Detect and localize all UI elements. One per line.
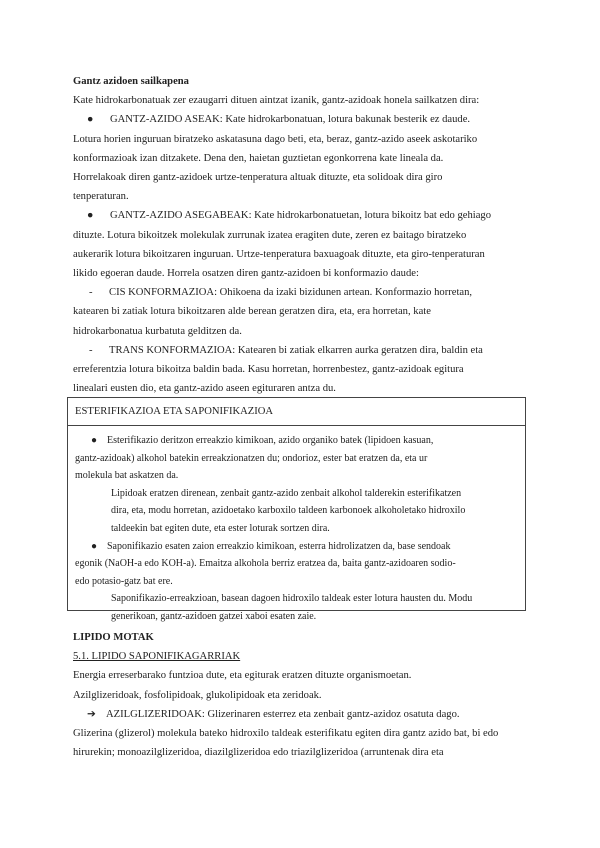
bullet-icon: ● bbox=[87, 114, 94, 126]
list-item-azil: ➔ AZILGLIZERIDOAK: Glizerinaren esterrez eta zenbait gantz-azidoz osatuta dago. bbox=[73, 705, 528, 724]
body-text: Glizerina (glizerol) molekula bateko hidroxilo taldeak esterifikatu egiten dira gantz azido bat, bi edo bbox=[73, 728, 499, 740]
box-text: generikoan, gantz-azidoen gatzei xaboi esaten zaie. bbox=[111, 610, 317, 622]
cis-text: hidrokarbonatua kurbatuta gelditzen da. bbox=[73, 325, 242, 337]
page-content bbox=[73, 72, 528, 398]
box-text: edo potasio-gatz bat ere. bbox=[75, 575, 173, 587]
section-title: LIPIDO MOTAK bbox=[73, 632, 154, 643]
box-text: molekula bat askatzen da. bbox=[75, 470, 179, 482]
box-text: Lipidoak eratzen direnean, zenbait gantz-azido zenbait alkohol talderekin esterifikatzen bbox=[111, 487, 462, 499]
body-text: Azilglizeridoak, fosfolipidoak, glukolipidoak eta zeridoak. bbox=[73, 689, 322, 701]
dash-icon: - bbox=[89, 344, 93, 356]
info-box bbox=[67, 397, 526, 622]
bullet-icon: ● bbox=[87, 210, 94, 222]
list-item-cis: - CIS KONFORMAZIOA: Ohikoena da izaki bizidunen artean. Konformazio horretan, bbox=[73, 283, 528, 302]
lipido-section bbox=[73, 628, 528, 762]
info-box-body bbox=[68, 426, 525, 626]
box-item-esterifikazioa: ● Esterifikazio deritzon erreakzio kimikoan, azido organiko batek (lipidoen kasuan, bbox=[75, 432, 525, 450]
list-item-trans: - TRANS KONFORMAZIOA: Katearen bi zatiak elkarren aurka geratzen dira, baldin eta bbox=[73, 341, 528, 360]
aseak-text: konformazioak izan ditzakete. Dena den, haietan guztietan egonkorrena kate lineala da. bbox=[73, 152, 444, 164]
intro-text: Kate hidrokarbonatuak zer ezaugarri dituen aintzat izanik, gantz-azidoak honela sailkatzen dira: bbox=[73, 95, 480, 107]
asegabeak-text: dituzte. Lotura bikoitzek molekulak zurrunak izatea eragiten dute, zeren ez baitago biratzeko bbox=[73, 229, 467, 241]
aseak-text: Lotura horien inguruan biratzeko askatasuna dago beti, eta, beraz, gantz-azido aseek askotariko bbox=[73, 133, 478, 145]
box-text: gantz-azidoak) alkohol batekin erreakzionatzen du; ondorioz, ester bat eratzen da, eta ur bbox=[75, 452, 428, 464]
list-item-asegabeak: ● GANTZ-AZIDO ASEGABEAK: Kate hidrokarbonatuetan, lotura bikoitz bat edo gehiago bbox=[73, 206, 528, 225]
box-text: Saponifikazio-erreakzioan, basean dagoen hidroxilo taldeak ester lotura hausten du. Modu bbox=[111, 593, 473, 605]
trans-text: erreferentzia lotura bikoitza baldin bada. Kasu horretan, horrenbestez, gantz-azidoak egitura bbox=[73, 364, 464, 376]
dash-icon: - bbox=[89, 287, 93, 299]
body-text: hirurekin; monoazilglizeridoa, diazilglizeridoa edo triazilglizeridoa (arruntenak dira eta bbox=[73, 747, 444, 759]
asegabeak-text: likido egoeran daude. Horrela osatzen diren gantz-azidoen bi konformazio daude: bbox=[73, 268, 419, 280]
body-text: Energia erreserbarako funtzioa dute, eta egiturak eratzen dituzte organismoetan. bbox=[73, 670, 412, 682]
trans-text: linealari eusten dio, eta gantz-azido aseen egituraren antza du. bbox=[73, 383, 336, 395]
right-arrow-icon: ➔ bbox=[87, 708, 96, 720]
box-item-saponifikazioa: ● Saponifikazio esaten zaion erreakzio kimikoan, esterra hidrolizatzen da, base sendoak bbox=[75, 538, 525, 556]
box-text: dira, eta, modu horretan, azidoetako karboxilo taldeen karbonoek alkoholetako hidroxilo bbox=[111, 505, 466, 517]
box-text: egonik (NaOH-a edo KOH-a). Emaitza alkohola berriz eratzea da, baita gantz-azidoaren sodio- bbox=[75, 558, 456, 570]
cis-text: katearen bi zatiak lotura bikoitzaren alde berean geratzen dira, eta, era horretan, kate bbox=[73, 306, 431, 318]
info-box-header: ESTERIFIKAZIOA ETA SAPONIFIKAZIOA bbox=[68, 398, 525, 426]
bullet-icon: ● bbox=[91, 435, 98, 446]
section-title: Gantz azidoen sailkapena bbox=[73, 76, 189, 87]
aseak-text: Horrelakoak diren gantz-azidoek urtze-tenperatura altuak dituzte, eta solidoak dira giro bbox=[73, 172, 443, 184]
list-item-aseak: ● GANTZ-AZIDO ASEAK: Kate hidrokarbonatuan, lotura bakunak besterik ez daude. bbox=[73, 110, 528, 129]
asegabeak-text: aukerarik lotura bikoitzaren inguruan. Urtze-tenperatura baxuagoak dituzte, eta giro-tenperaturan bbox=[73, 248, 485, 260]
box-text: taldeekin bat egiten dute, eta ester loturak sortzen dira. bbox=[111, 522, 330, 534]
section-subtitle: 5.1. LIPIDO SAPONIFIKAGARRIAK bbox=[73, 651, 241, 663]
bullet-icon: ● bbox=[91, 540, 98, 552]
aseak-text: tenperaturan. bbox=[73, 191, 129, 203]
